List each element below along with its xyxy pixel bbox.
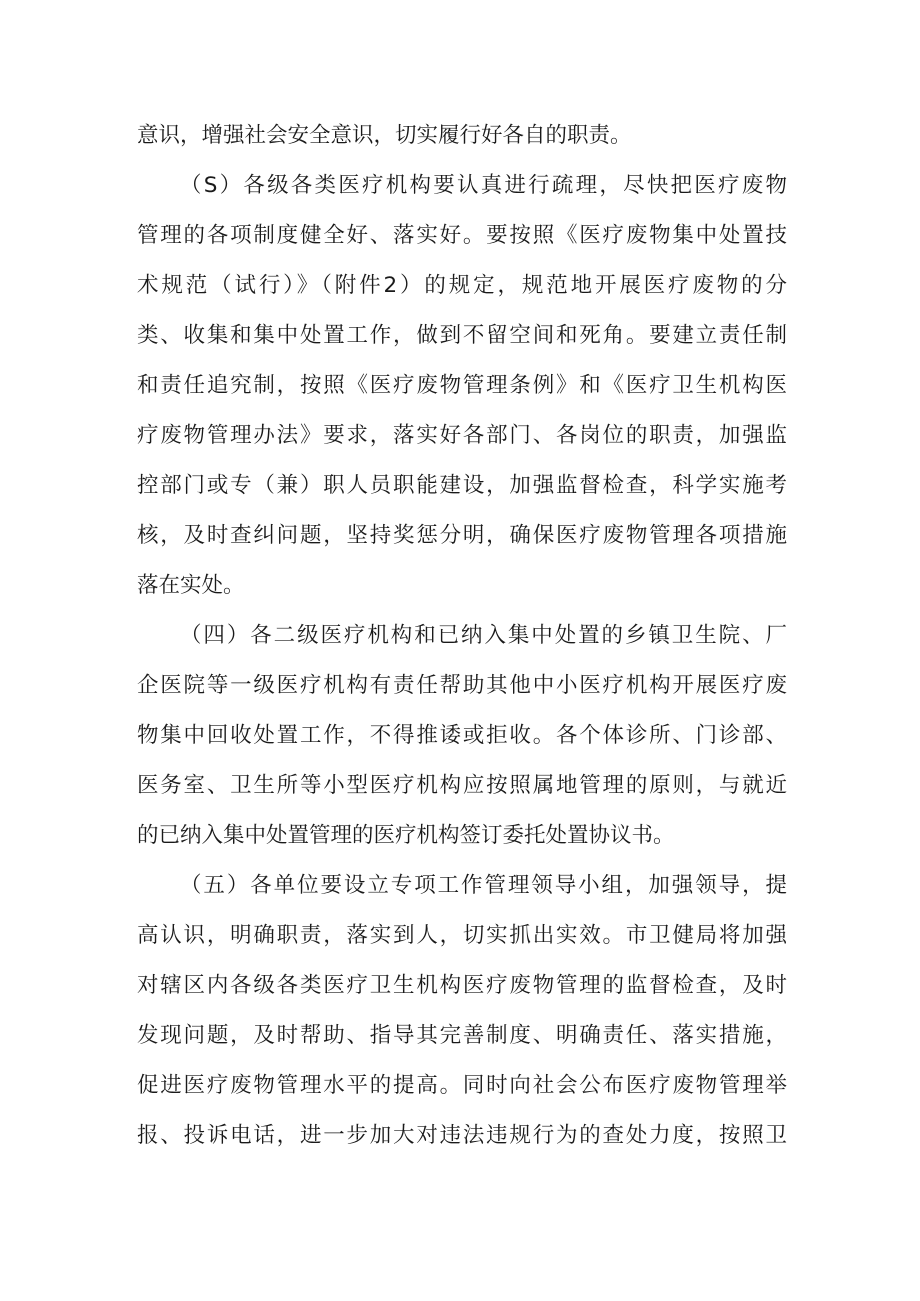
text-line: 的已纳入集中处置管理的医疗机构签订委托处置协议书。 [137,823,675,848]
text-line: 发现问题，及时帮助、指导其完善制度、明确责任、落实措施， [137,1023,787,1048]
text-line: 落在实处。 [137,573,245,598]
paragraph-s-first-line: （S）各级各类医疗机构要认真进行疏理，尽快把医疗废物 [180,173,787,198]
text-line: 企医院等一级医疗机构有责任帮助其他中小医疗机构开展医疗废 [137,673,787,698]
paragraph-five-first-line: （五）各单位要设立专项工作管理领导小组，加强领导，提 [180,873,787,898]
text-line: 报、投诉电话，进一步加大对违法违规行为的查处力度，按照卫 [137,1123,787,1148]
text-line: 和责任追究制，按照《医疗废物管理条例》和《医疗卫生机构医 [137,373,787,398]
text-line: 高认识，明确职责，落实到人，切实抓出实效。市卫健局将加强 [137,923,787,948]
text-line: 管理的各项制度健全好、落实好。要按照《医疗废物集中处置技 [137,223,787,248]
text-line: 对辖区内各级各类医疗卫生机构医疗废物管理的监督检查，及时 [137,973,787,998]
text-line: 术规范（试行）》（附件2）的规定，规范地开展医疗废物的分 [137,273,787,298]
text-line: 促进医疗废物管理水平的提高。同时向社会公布医疗废物管理举 [137,1073,787,1098]
text-line: 医务室、卫生所等小型医疗机构应按照属地管理的原则，与就近 [137,773,787,798]
text-line: 核，及时查纠问题，坚持奖惩分明，确保医疗废物管理各项措施 [137,523,787,548]
text-line: 疗废物管理办法》要求，落实好各部门、各岗位的职责，加强监 [137,423,787,448]
paragraph-four-first-line: （四）各二级医疗机构和已纳入集中处置的乡镇卫生院、厂 [180,623,787,648]
text-line: 控部门或专（兼）职人员职能建设，加强监督检查，科学实施考 [137,473,787,498]
text-line: 意识，增强社会安全意识，切实履行好各自的职责。 [137,123,632,148]
text-line: 物集中回收处置工作，不得推诿或拒收。各个体诊所、门诊部、 [137,723,787,748]
text-line: 类、收集和集中处置工作，做到不留空间和死角。要建立责任制 [137,323,787,348]
